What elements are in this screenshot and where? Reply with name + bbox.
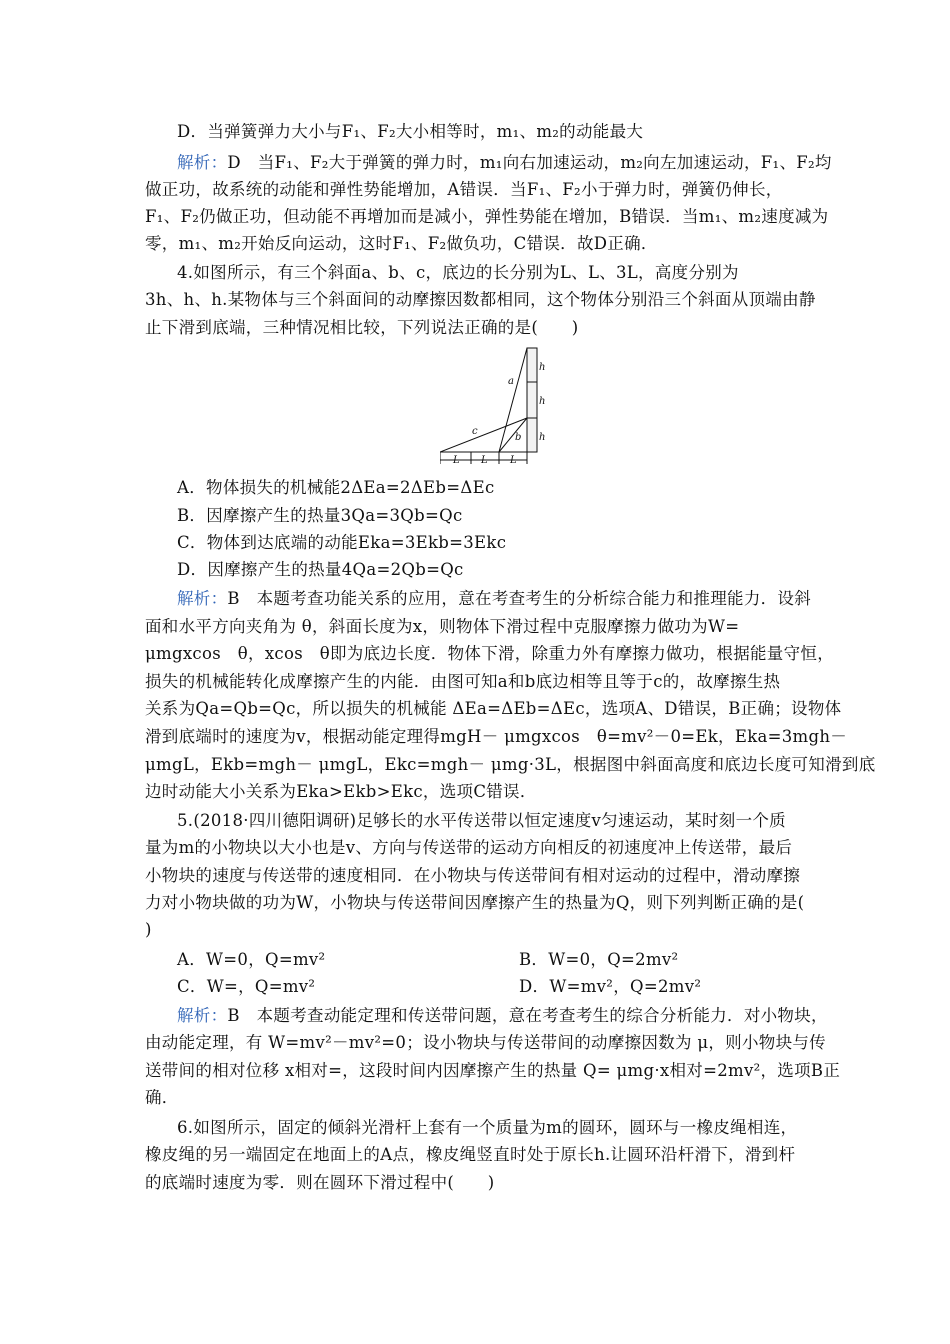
incline-c: [440, 418, 527, 452]
label-c: c: [472, 426, 478, 437]
q5-stem-line-2: 量为m的小物块以大小也是v、方向与传送带的运动方向相反的初速度冲上传送带，最后: [145, 838, 793, 857]
q6-stem-line-1: 6.如图所示，固定的倾斜光滑杆上套有一个质量为m的圆环，圆环与一橡皮绳相连，: [177, 1118, 798, 1137]
q4-stem-line-3: 止下滑到底端，三种情况相比较，下列说法正确的是( ): [145, 318, 579, 337]
label-l-3: L: [510, 455, 517, 466]
q5-stem-line-3: 小物块的速度与传送带的速度相同．在小物块与传送带间有相对运动的过程中，滑动摩擦: [145, 866, 801, 885]
q5-jiexi-label: 解析：: [177, 1006, 228, 1025]
q3-option-d: D．当弹簧弹力大小与F₁、F₂大小相等时，m₁、m₂的动能最大: [177, 122, 644, 141]
label-h-3: h: [539, 432, 546, 443]
q4-stem-line-2: 3h、h、h.某物体与三个斜面间的动摩擦因数都相同，这个物体分别沿三个斜面从顶端由静: [145, 290, 816, 309]
q4-solution-line-3: μmgxcos θ，xcos θ即为底边长度．物体下滑，除重力外有摩擦力做功，根据能量守恒，: [145, 644, 834, 663]
incline-a: [499, 348, 527, 452]
q5-solution-line-4: 确．: [145, 1088, 179, 1107]
q5-solution-text: B 本题考查动能定理和传送带问题，意在考查考生的综合分析能力．对小物块，: [227, 1006, 828, 1025]
q4-option-a: A．物体损失的机械能2ΔEa=2ΔEb=ΔEc: [177, 478, 495, 497]
q5-stem-line-4: 力对小物块做的功为W，小物块与传送带间因摩擦产生的热量为Q，则下列判断正确的是(: [145, 893, 805, 912]
q4-option-d: D．因摩擦产生的热量4Qa=2Qb=Qc: [177, 560, 464, 579]
q4-jiexi-label: 解析：: [177, 589, 228, 608]
q4-solution-line-7: μmgL，Ekb=mgh－ μmgL，Ekc=mgh－ μmg·3L，根据图中斜面高度和底边长度可知滑到底: [145, 755, 876, 774]
q5-solution-line-2: 由动能定理，有 W=mv²－mv²=0；设小物块与传送带间的动摩擦因数为 μ，则小物块与传: [145, 1033, 826, 1052]
q4-solution-line-6: 滑到底端时的速度为v，根据动能定理得mgH－ μmgxcos θ=mv²－0=Ek，Eka=3mgh－: [145, 727, 848, 746]
q3-solution-text: D 当F₁、F₂大于弹簧的弹力时，m₁向右加速运动，m₂向左加速运动，F₁、F₂均: [227, 153, 832, 172]
q3-solution-line-2: 做正功，故系统的动能和弹性势能增加，A错误．当F₁、F₂小于弹力时，弹簧仍伸长，: [145, 180, 783, 199]
q5-stem-line-1: 5.(2018·四川德阳调研)足够长的水平传送带以恒定速度v匀速运动，某时刻一个质: [177, 811, 786, 830]
label-l-2: L: [481, 455, 488, 466]
q4-option-c: C．物体到达底端的动能Eka=3Ekb=3Ekc: [177, 533, 507, 552]
q4-stem-line-1: 4.如图所示，有三个斜面a、b、c，底边的长分别为L、L、3L，高度分别为: [177, 263, 739, 282]
q5-option-a: A．W=0，Q=mv²: [177, 950, 326, 969]
q5-option-d: D．W=mv²，Q=2mv²: [519, 977, 702, 996]
q3-solution-line-1: [177, 153, 832, 173]
q3-solution-line-3: F₁、F₂仍做正功，但动能不再增加而是减小，弹性势能在增加，B错误．当m₁、m₂速度减为: [145, 207, 829, 226]
q5-option-b: B．W=0，Q=2mv²: [519, 950, 679, 969]
q5-stem-line-5: ): [145, 920, 152, 939]
label-h-2: h: [539, 396, 546, 407]
label-l-1: L: [453, 455, 460, 466]
q5-solution-line-1: [177, 1006, 828, 1026]
q4-solution-line-2: 面和水平方向夹角为 θ，斜面长度为x，则物体下滑过程中克服摩擦力做功为W=: [145, 617, 740, 636]
q4-solution-text: B 本题考查功能关系的应用，意在考查考生的分析综合能力和推理能力．设斜: [227, 589, 812, 608]
q4-solution-line-8: 边时动能大小关系为Eka>Ekb>Ekc，选项C错误．: [145, 782, 537, 801]
q3-jiexi-label: 解析：: [177, 153, 228, 172]
q4-solution-line-4: 损失的机械能转化成摩擦产生的内能．由图可知a和b底边相等且等于c的，故摩擦生热: [145, 672, 781, 691]
q4-option-b: B．因摩擦产生的热量3Qa=3Qb=Qc: [177, 506, 463, 525]
q4-solution-line-1: [177, 589, 811, 609]
q4-solution-line-5: 关系为Qa=Qb=Qc，所以损失的机械能 ΔEa=ΔEb=ΔEc，选项A、D错误，B正确；设物体: [145, 699, 842, 718]
inclines-figure: [440, 342, 550, 474]
q6-stem-line-2: 橡皮绳的另一端固定在地面上的A点，橡皮绳竖直时处于原长h.让圆环沿杆滑下，滑到杆: [145, 1145, 796, 1164]
label-h-1: h: [539, 362, 546, 373]
label-b: b: [515, 432, 522, 443]
q5-solution-line-3: 送带间的相对位移 x相对=，这段时间内因摩擦产生的热量 Q= μmg·x相对=2mv²，选项B正: [145, 1061, 841, 1080]
q5-option-c: C．W=，Q=mv²: [177, 977, 316, 996]
wall-shade: [527, 348, 537, 452]
q3-solution-line-4: 零，m₁、m₂开始反向运动，这时F₁、F₂做负功，C错误．故D正确．: [145, 234, 658, 253]
label-a: a: [508, 376, 514, 387]
q6-stem-line-3: 的底端时速度为零．则在圆环下滑过程中( ): [145, 1173, 495, 1192]
